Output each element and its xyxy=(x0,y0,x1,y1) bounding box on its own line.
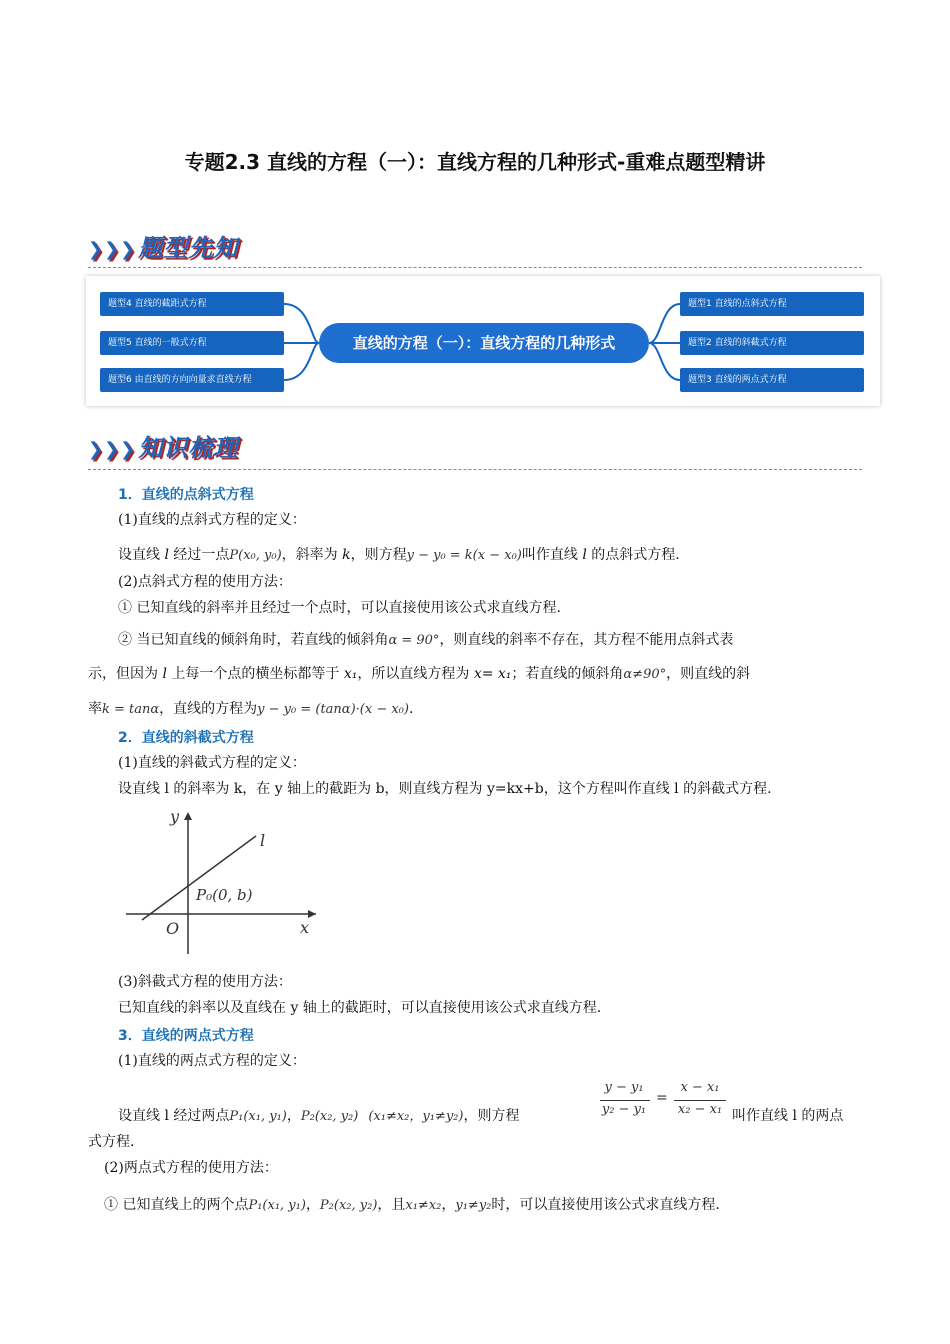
mind-map-center: 直线的方程（一）：直线方程的几种形式 xyxy=(319,323,649,363)
origin-label: O xyxy=(166,919,180,938)
x-label: x xyxy=(300,918,310,937)
triple-arrow-icon: ❯❯❯ xyxy=(88,238,137,260)
line-l xyxy=(142,836,256,920)
paragraph: 叫作直线 l 的两点 xyxy=(732,1108,844,1124)
divider xyxy=(88,469,862,470)
mind-map-node-type5: 题型5 直线的一般式方程 xyxy=(100,331,284,355)
paragraph: ① 已知直线上的两个点P₁(x₁, y₁)，P₂(x₂, y₂)，且x₁≠x₂，y₁≠y₂时，可以直接使用该公式求直线方程. xyxy=(104,1197,720,1213)
paragraph: (1)直线的点斜式方程的定义： xyxy=(118,512,306,528)
paragraph: (2)点斜式方程的使用方法： xyxy=(118,574,292,590)
section-heading-slope-intercept: 2．直线的斜截式方程 xyxy=(118,730,254,746)
paragraph-two-point-def: 设直线 l 经过两点P₁(x₁, y₁)，P₂(x₂, y₂) (x₁≠x₂，y₁≠y₂)，则方程 xyxy=(118,1108,520,1124)
paragraph: (3)斜截式方程的使用方法： xyxy=(118,974,292,990)
paragraph: (1)直线的两点式方程的定义： xyxy=(118,1053,306,1069)
mind-map-node-type2: 题型2 直线的斜截式方程 xyxy=(680,331,864,355)
section-heading-point-slope: 1．直线的点斜式方程 xyxy=(118,487,254,503)
section-banner-overview: ❯❯❯题型先知 xyxy=(88,234,239,262)
paragraph-point-slope-def: 设直线 l 经过一点P(x₀, y₀)，斜率为 k，则方程y − y₀ = k(x − x₀)叫作直线 l 的点斜式方程. xyxy=(118,547,680,563)
paragraph: 示，但因为 l 上每一个点的横坐标都等于 x₁，所以直线方程为 x= x₁；若直线的倾斜角α≠90°，则直线的斜 xyxy=(88,666,751,682)
section-heading-two-point: 3．直线的两点式方程 xyxy=(118,1028,254,1044)
mind-map-node-type1: 题型1 直线的点斜式方程 xyxy=(680,292,864,316)
mind-map-node-type6: 题型6 由直线的方向向量求直线方程 xyxy=(100,368,284,392)
point-label: P₀(0, b) xyxy=(196,886,253,904)
triple-arrow-icon: ❯❯❯ xyxy=(88,438,137,460)
divider xyxy=(88,267,862,268)
y-axis-arrow-icon xyxy=(184,812,192,820)
paragraph: ② 当已知直线的倾斜角时，若直线的倾斜角α = 90°，则直线的斜率不存在，其方程不能用点斜式表 xyxy=(118,632,734,648)
mind-map-node-type3: 题型3 直线的两点式方程 xyxy=(680,368,864,392)
section-banner-knowledge: ❯❯❯知识梳理 xyxy=(88,434,239,462)
paragraph: ① 已知直线的斜率并且经过一个点时，可以直接使用该公式求直线方程. xyxy=(118,600,561,616)
paragraph: 设直线 l 的斜率为 k，在 y 轴上的截距为 b，则直线方程为 y=kx+b，这个方程叫作直线 l 的斜截式方程. xyxy=(118,781,772,797)
line-label: l xyxy=(260,831,266,850)
mind-map xyxy=(86,276,880,406)
paragraph: 率k = tanα，直线的方程为y − y₀ = (tanα)·(x − x₀). xyxy=(88,701,414,717)
paragraph: 已知直线的斜率以及直线在 y 轴上的截距时，可以直接使用该公式求直线方程. xyxy=(118,1000,602,1016)
paragraph: (1)直线的斜截式方程的定义： xyxy=(118,755,306,771)
y-label: y xyxy=(170,808,180,826)
mind-map-node-type4: 题型4 直线的截距式方程 xyxy=(100,292,284,316)
paragraph: 式方程. xyxy=(88,1134,135,1150)
two-point-fraction: y − y₁ y₂ − y₁ = x − x₁ x₂ − x₁ xyxy=(598,1080,728,1120)
paragraph: (2)两点式方程的使用方法： xyxy=(104,1160,278,1176)
page-title: 专题2.3 直线的方程（一）：直线方程的几种形式-重难点题型精讲 xyxy=(184,150,766,174)
slope-intercept-graph xyxy=(120,808,320,958)
x-axis-arrow-icon xyxy=(308,910,316,918)
